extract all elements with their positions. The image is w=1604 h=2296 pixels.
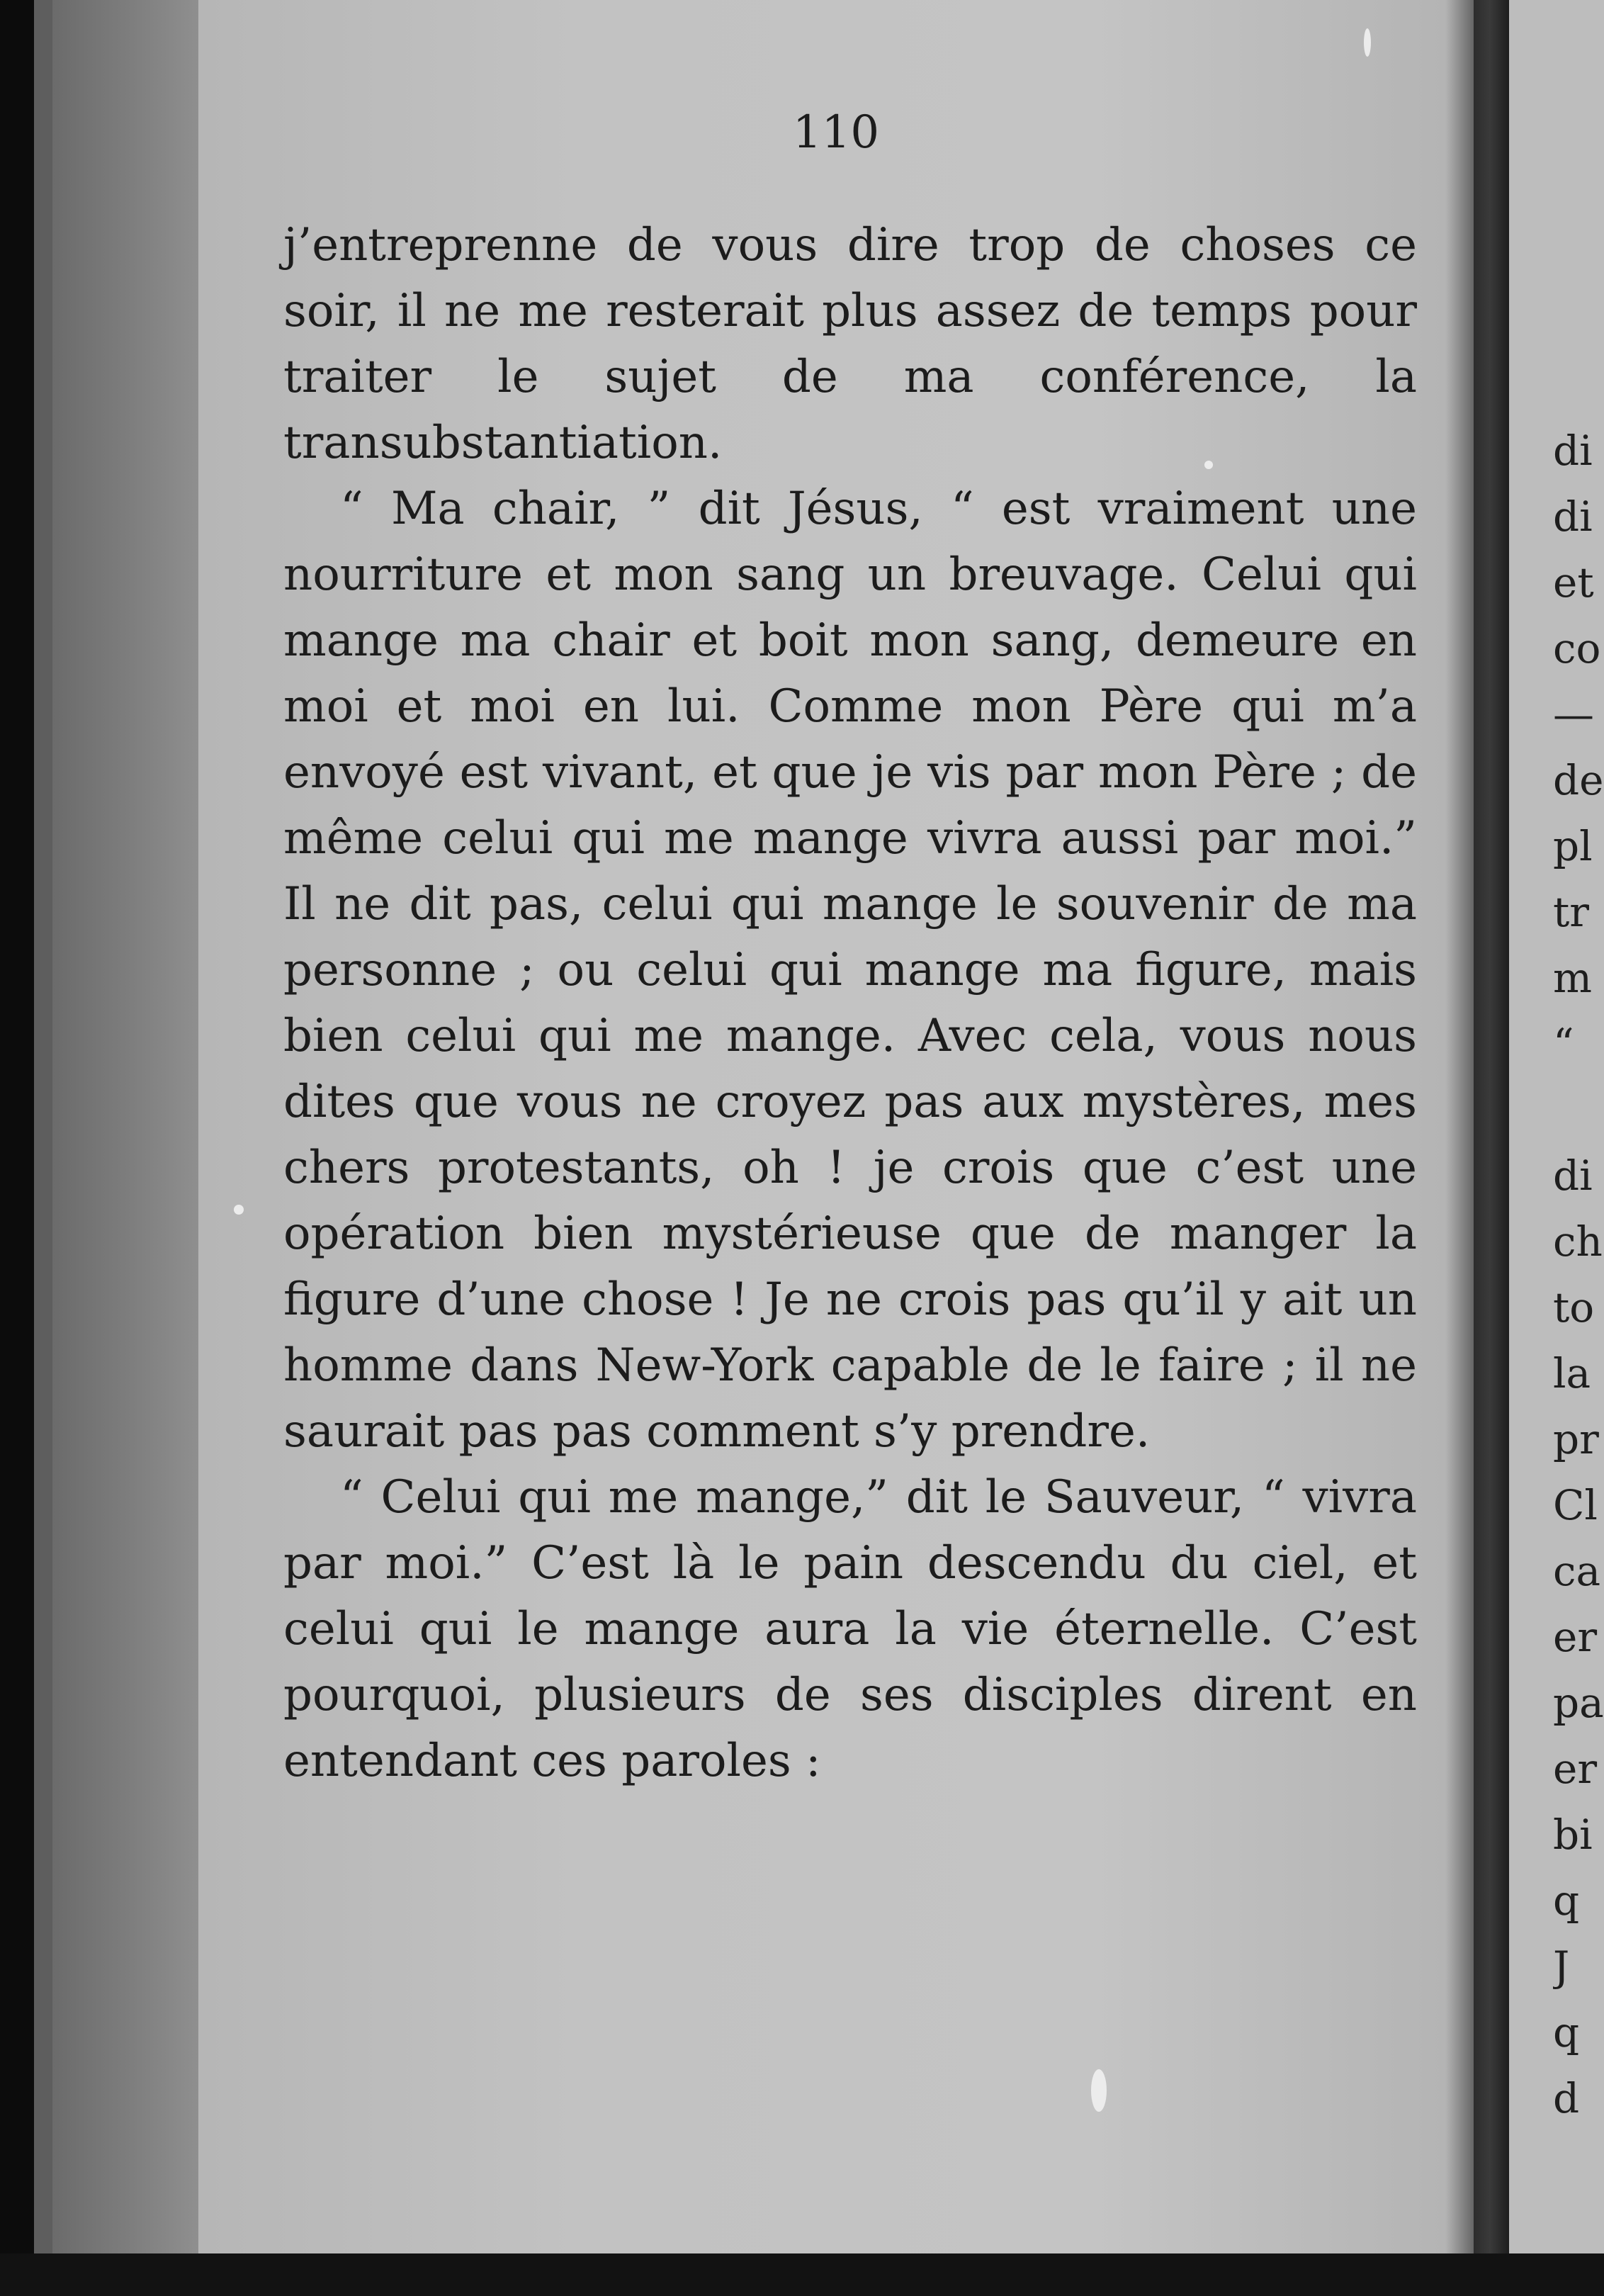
fragment-line: co [1553,624,1601,673]
fragment-line: ch [1553,1217,1603,1266]
scan-speck [1364,28,1371,57]
page-body-text [283,213,1417,1794]
fragment-line: m [1553,954,1592,1002]
page-number: 110 [792,106,880,159]
fragment-line: er [1553,1613,1598,1661]
fragment-line: la [1553,1349,1591,1397]
paragraph-celui-qui-me-mange: “ Celui qui me mange,” dit le Sauveur, “ vivra par moi.” C’est là le pain descendu du ciel, et celui qui le mange aura la vie éternelle. C’est pourquoi, plusieurs de ses disciples dirent en entendant ces paroles : [283,1471,1417,1787]
fragment-line: de [1553,756,1604,804]
fragment-line: — [1553,690,1594,738]
fragment-line: di [1553,427,1593,475]
fragment-line: q [1553,1876,1580,1925]
fragment-line: Cl [1553,1481,1598,1529]
fragment-line: to [1553,1283,1595,1332]
paragraph-ma-chair: “ Ma chair, ” dit Jésus, “ est vraiment une nourriture et mon sang un breuvage. Celui qui mange ma chair et boit mon sang, demeure en moi et moi en lui. Comme mon Père qui m’a envoyé est vivant, et que je vis par mon Père ; de même celui qui me mange vivra aussi par moi.” Il ne dit pas, celui qui mange le souvenir de ma personne ; ou celui qui mange ma figure, mais bien celui qui me mange. Avec cela, vous nous dites que vous ne croyez pas aux mystères, mes chers protestants, oh ! je crois que c’est une opération bien mystérieuse que de manger la figure d’une chose ! Je ne crois pas qu’il y ait un homme dans New-York capable de le faire ; il ne saurait pas pas comment s’y prendre. [283,483,1417,1458]
scan-speck [1091,2069,1107,2112]
fragment-line: er [1553,1745,1598,1793]
scan-speck [1204,461,1213,469]
fragment-line: d [1553,2074,1580,2122]
fragment-line: J [1553,1942,1570,1991]
fragment-line: q [1553,2008,1580,2056]
scan-border [0,0,34,2296]
fragment-line: pa [1553,1679,1604,1727]
fragment-line: pr [1553,1415,1599,1463]
page-edge-strip [34,0,52,2296]
book-spine [52,0,198,2296]
paragraph-continuation: j’entreprenne de vous dire trop de choses ce soir, il ne me resterait plus assez de temps pour traiter le sujet de ma conférence, la transubstantiation. [283,219,1417,469]
scan-speck [234,1205,244,1215]
gutter-shadow [1445,0,1509,2253]
facing-page-text-fragments [1553,418,1604,2132]
fragment-line: et [1553,558,1594,607]
fragment-line: bi [1553,1811,1593,1859]
fragment-line [1553,1077,1604,1143]
fragment-line: “ [1553,1020,1574,1068]
fragment-line: di [1553,493,1593,541]
fragment-line: di [1553,1152,1593,1200]
fragment-line: ca [1553,1547,1601,1595]
fragment-line: tr [1553,888,1590,936]
fragment-line: pl [1553,822,1593,870]
scan-bottom-border [0,2253,1604,2296]
